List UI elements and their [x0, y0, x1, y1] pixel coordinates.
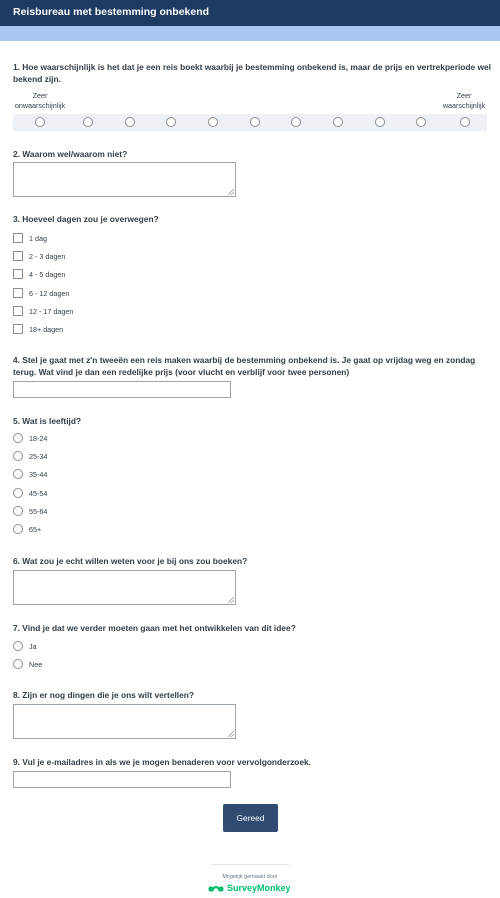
- scale-high-label: [441, 91, 487, 111]
- scale-option-11[interactable]: [460, 117, 470, 127]
- option-label: 18-24: [29, 433, 48, 443]
- question-9-title: 9. Vul je e-mailadres in als we je mogen benaderen voor vervolgonderzoek.: [13, 757, 312, 767]
- days-option-5[interactable]: [13, 305, 73, 317]
- question-2-title: 2. Waarom wel/waarom niet?: [13, 149, 128, 159]
- option-label: Nee: [29, 659, 43, 669]
- scale-low-label: [13, 91, 67, 111]
- done-button[interactable]: Gereed: [223, 804, 278, 832]
- option-label: 65+: [29, 524, 42, 534]
- question-5-title: 5. Wat is leeftijd?: [13, 416, 82, 426]
- checkbox[interactable]: [13, 269, 23, 279]
- question-2-textarea[interactable]: [13, 162, 236, 197]
- question-6-textarea[interactable]: [13, 570, 236, 605]
- survey-title: Reisbureau met bestemming onbekend: [13, 6, 210, 18]
- scale-low-label-line1: Zeer: [32, 91, 48, 100]
- scale-option-2[interactable]: [83, 117, 93, 127]
- survey-header: [0, 0, 500, 26]
- days-option-6[interactable]: [13, 323, 63, 335]
- question-1-title: 1. Hoe waarschijnlijk is het dat je een reis boekt waarbij je bestemming onbekend is, maar de prijs en vertrekperiode wel bekend zijn.: [13, 62, 492, 84]
- continue-option-no[interactable]: [13, 658, 42, 670]
- powered-by-text: Mogelijk gemaakt door: [222, 874, 278, 880]
- email-input[interactable]: [13, 771, 231, 788]
- scale-option-3[interactable]: [125, 117, 135, 127]
- scale-high-label-line2: waarschijnlijk: [442, 101, 486, 110]
- days-option-3[interactable]: [13, 268, 65, 280]
- days-option-1[interactable]: [13, 232, 47, 244]
- question-6-title: 6. Wat zou je echt willen weten voor je bij ons zou boeken?: [13, 556, 248, 566]
- radio[interactable]: [13, 659, 23, 669]
- days-option-2[interactable]: [13, 250, 65, 262]
- option-label: 4 - 5 dagen: [29, 269, 66, 279]
- scale-low-label-line2: onwaarschijnlijk: [14, 101, 66, 110]
- scale-option-4[interactable]: [166, 117, 176, 127]
- scale-option-6[interactable]: [250, 117, 260, 127]
- brand-name: SurveyMonkey: [227, 883, 291, 893]
- radio[interactable]: [13, 641, 23, 651]
- age-option-1[interactable]: [13, 432, 47, 444]
- checkbox[interactable]: [13, 288, 23, 298]
- surveymonkey-icon: [208, 883, 224, 893]
- scale-option-5[interactable]: [208, 117, 218, 127]
- scale-high-label-line1: Zeer: [456, 91, 472, 100]
- age-option-2[interactable]: [13, 450, 47, 462]
- question-7-title: 7. Vind je dat we verder moeten gaan met het ontwikkelen van dit idee?: [13, 623, 296, 633]
- option-label: 55-64: [29, 506, 48, 516]
- option-label: 2 - 3 dagen: [29, 251, 66, 261]
- footer-divider: [211, 864, 289, 865]
- checkbox[interactable]: [13, 306, 23, 316]
- option-label: 45-54: [29, 488, 48, 498]
- option-label: 12 - 17 dagen: [29, 306, 74, 316]
- radio[interactable]: [13, 433, 23, 443]
- days-option-4[interactable]: [13, 287, 69, 299]
- scale-option-1[interactable]: [35, 117, 45, 127]
- progress-band: [0, 26, 500, 41]
- option-label: 25-34: [29, 451, 48, 461]
- checkbox[interactable]: [13, 233, 23, 243]
- option-label: 6 - 12 dagen: [29, 288, 70, 298]
- radio[interactable]: [13, 506, 23, 516]
- scale-option-8[interactable]: [333, 117, 343, 127]
- age-option-4[interactable]: [13, 487, 47, 499]
- question-4-title: 4. Stel je gaat met z'n tweeën een reis maken waarbij de bestemming onbekend is. Je gaat op vrijdag weg en zondag terug. Wat vind je dan een redelijke prijs (voor vlucht en verblijf voor twee personen): [13, 355, 476, 377]
- option-label: Ja: [29, 641, 37, 651]
- option-label: 18+ dagen: [29, 324, 64, 334]
- continue-option-yes[interactable]: [13, 640, 37, 652]
- question-3-title: 3. Hoeveel dagen zou je overwegen?: [13, 214, 159, 224]
- radio[interactable]: [13, 488, 23, 498]
- option-label: 1 dag: [29, 233, 47, 243]
- scale-option-7[interactable]: [291, 117, 301, 127]
- resize-grip-icon: [228, 731, 234, 737]
- checkbox[interactable]: [13, 251, 23, 261]
- question-8-title: 8. Zijn er nog dingen die je ons wilt vertellen?: [13, 690, 195, 700]
- age-option-5[interactable]: [13, 505, 47, 517]
- likelihood-scale: [13, 114, 487, 131]
- radio[interactable]: [13, 524, 23, 534]
- question-8-textarea[interactable]: [13, 704, 236, 739]
- radio[interactable]: [13, 451, 23, 461]
- radio[interactable]: [13, 469, 23, 479]
- option-label: 35-44: [29, 469, 48, 479]
- age-option-6[interactable]: [13, 523, 41, 535]
- age-option-3[interactable]: [13, 468, 47, 480]
- resize-grip-icon: [228, 597, 234, 603]
- question-4-price-input[interactable]: [13, 381, 231, 398]
- resize-grip-icon: [228, 189, 234, 195]
- scale-option-9[interactable]: [375, 117, 385, 127]
- checkbox[interactable]: [13, 324, 23, 334]
- surveymonkey-logo[interactable]: [208, 882, 298, 894]
- scale-option-10[interactable]: [416, 117, 426, 127]
